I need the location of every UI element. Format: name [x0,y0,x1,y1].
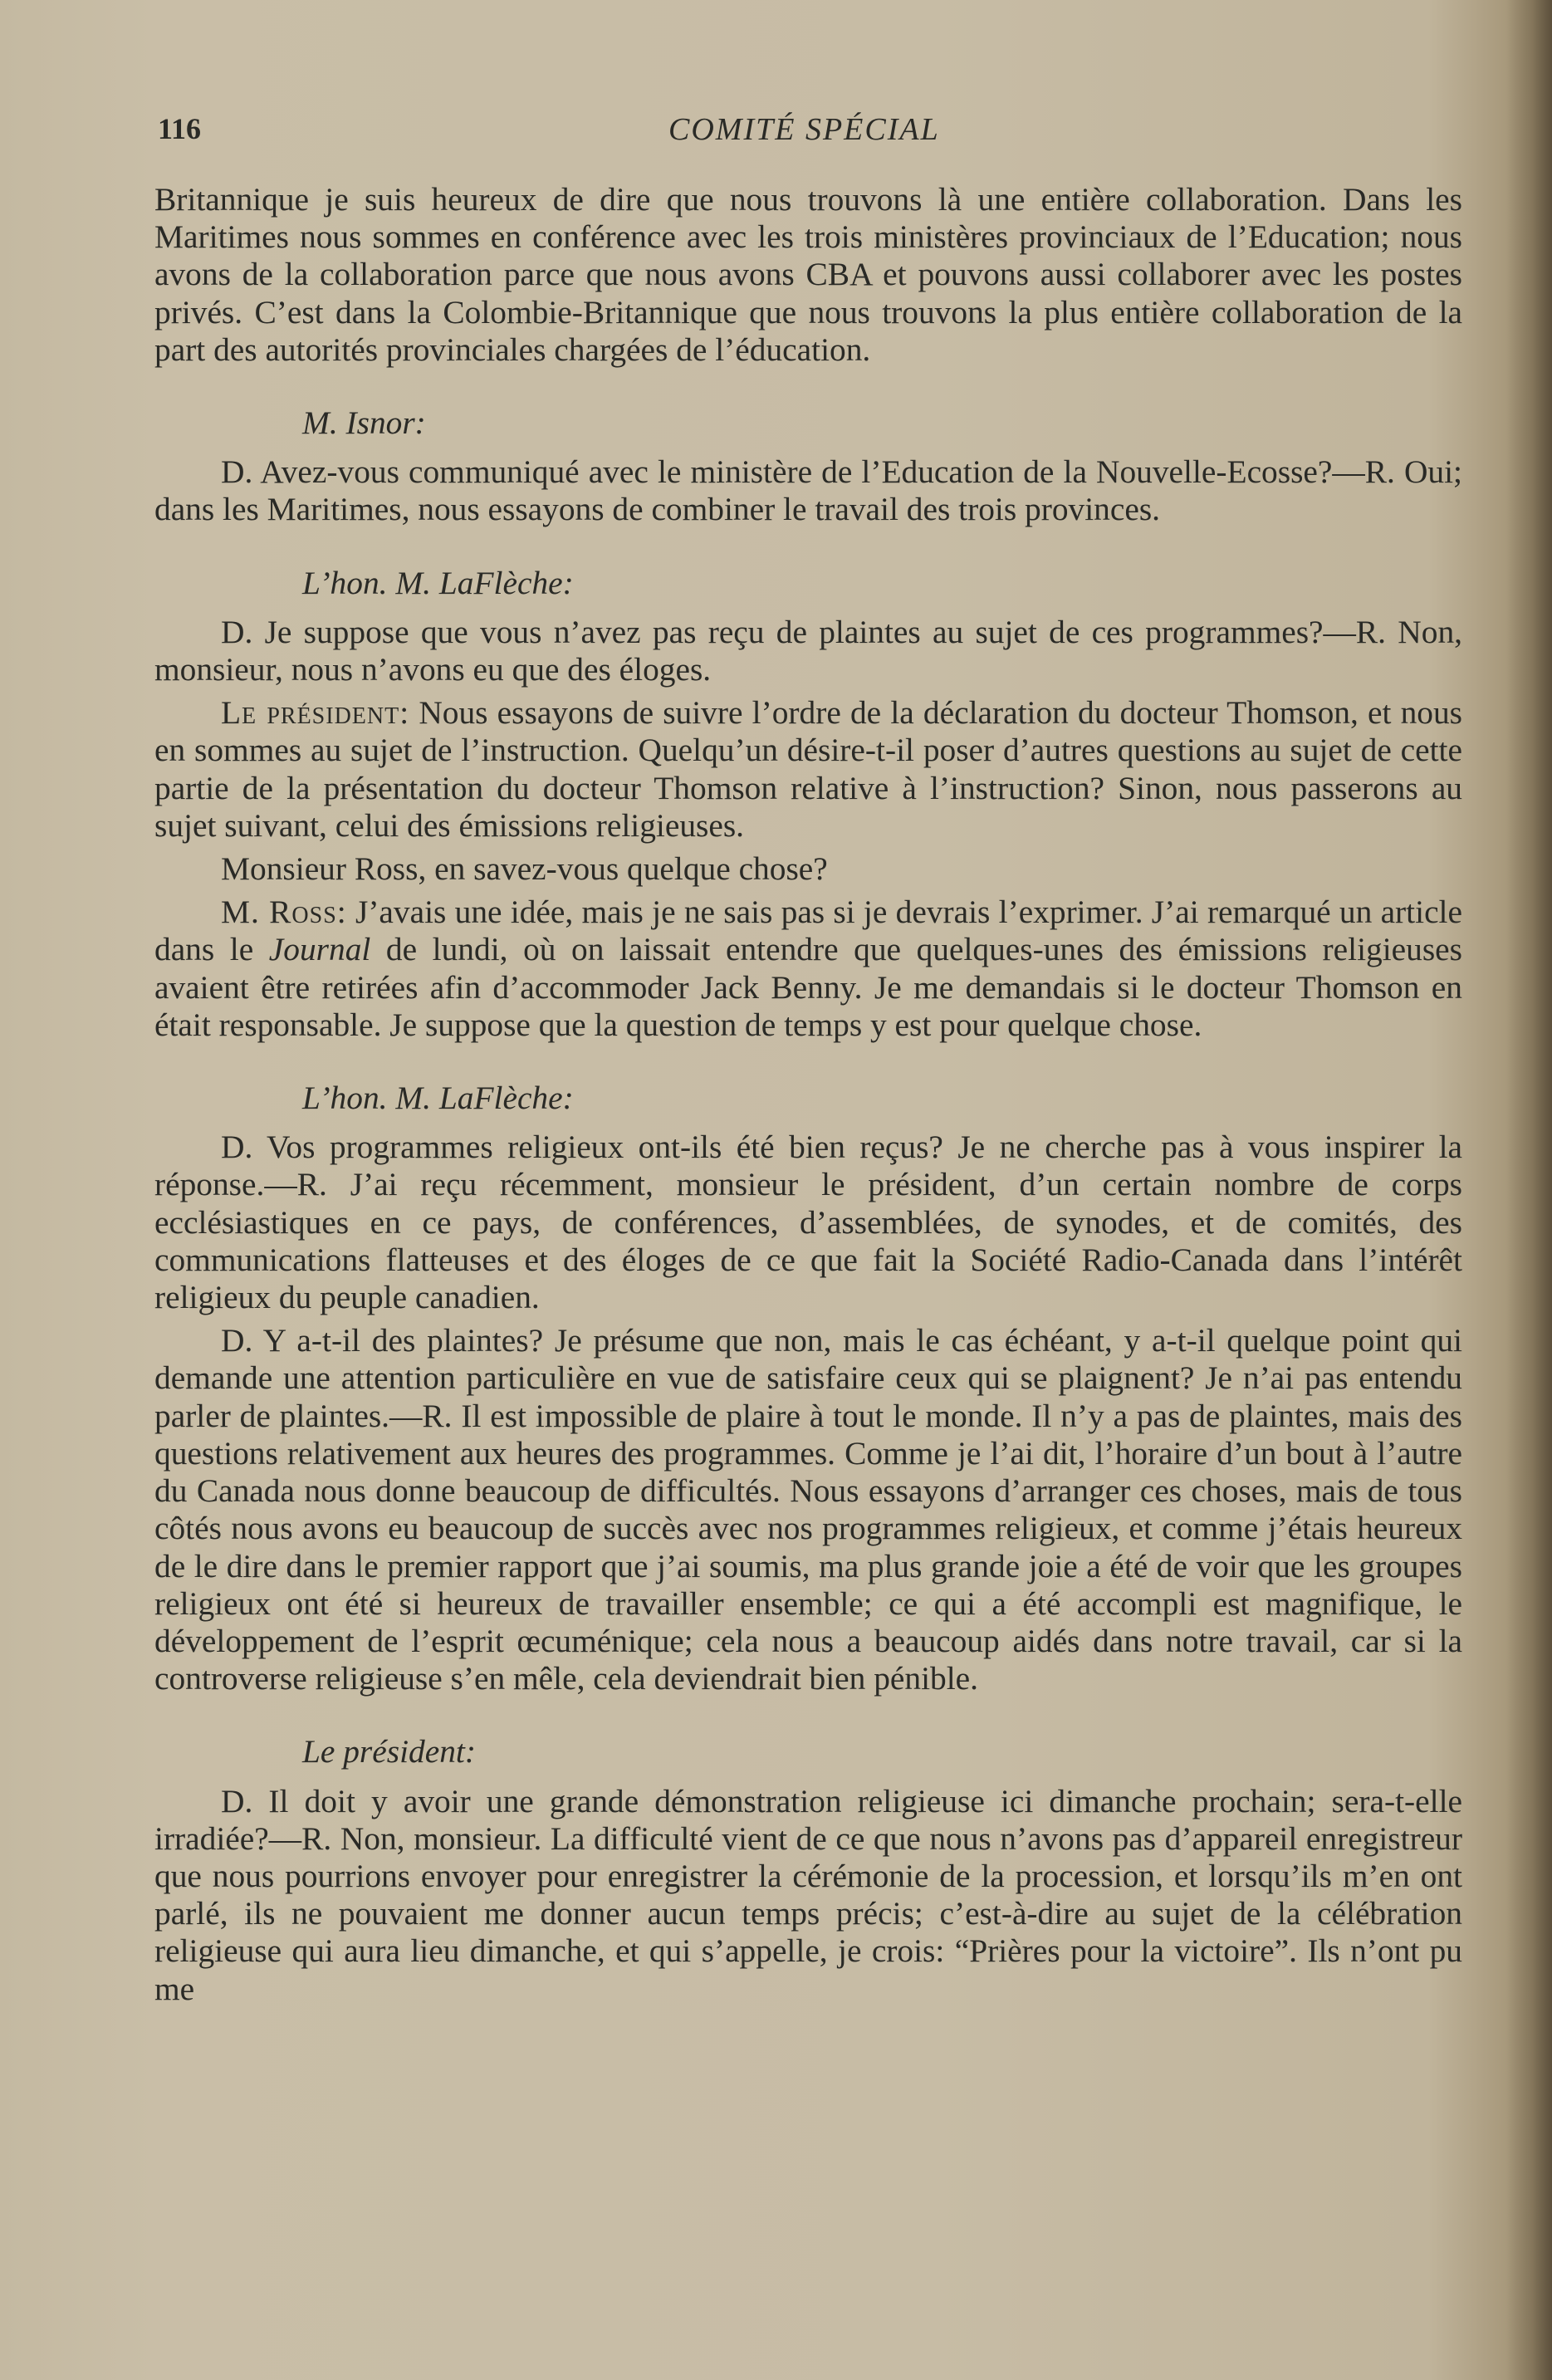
running-title: COMITÉ SPÉCIAL [668,112,940,147]
paragraph-3: D. Je suppose que vous n’avez pas reçu de plaintes au sujet de ces programmes?—R. Non, monsieur, nous n’avons eu que des éloges. [154,613,1462,688]
ross-label: M. Ross: [221,894,347,931]
speaker-lafleche-2: L’hon. M. LaFlèche: [302,1080,574,1117]
paragraph-4-text: Nous essayons de suivre l’ordre de la déclaration du docteur Thomson, et nous en sommes au sujet de l’instruction. Quelqu’un désire-t-il poser d’autres questions au sujet de cette partie de la présentation du docteur Thomson relative à l’instruction? Sinon, nous passerons au sujet suivant, celui des émissions religieuses. [154,694,1462,844]
binding-shadow [1506,0,1552,2380]
running-head [158,111,1461,153]
paragraph-8: D. Y a-t-il des plaintes? Je présume que non, mais le cas échéant, y a-t-il quelque point qui demande une attention particulière en vue de satisfaire ceux qui se plaignent? Je n’ai pas entendu parler de plaintes.—R. Il est impossible de plaire à tout le monde. Il n’y a pas de plaintes, mais des questions relativement aux heures des programmes. Comme je l’ai dit, l’horaire d’un bout à l’autre du Canada nous donne beaucoup de difficultés. Nous essayons d’arranger ces choses, mais de tous côtés nous avons eu beaucoup de succès avec nos programmes religieux, et comme j’étais heureux de le dire dans le premier rapport que j’ai soumis, ma plus grande joie a été de voir que les groupes religieux ont été si heureux de travailler ensemble; ce qui a été accompli est magnifique, le développement de l’esprit œcuménique; cela nous a beaucoup aidés dans notre travail, car si la controverse religieuse s’en mêle, cela deviendrait bien pénible. [154,1322,1462,1697]
paragraph-9: D. Il doit y avoir une grande démonstration religieuse ici dimanche prochain; sera-t-elle irradiée?—R. Non, monsieur. La difficulté vient de ce que nous n’avons pas d’appareil enregistreur que nous pourrions envoyer pour enregistrer la cérémonie de la procession, et lorsqu’ils m’en ont parlé, ils ne pouvaient me donner aucun temps précis; c’est-à-dire au sujet de la célébration religieuse qui aura lieu dimanche, et qui s’appelle, je crois: “Prières pour la victoire”. Ils n’ont pu me [154,1782,1462,2007]
speaker-lafleche-1: L’hon. M. LaFlèche: [302,564,574,601]
paragraph-6-text-b: de lundi, où on laissait entendre que quelques-unes des émissions religieuses avaient être retirées afin d’accommoder Jack Benny. Je me demandais si le docteur Thomson en était responsable. Je suppose que la question de temps y est pour quelque chose. [154,931,1462,1043]
paragraph-4 [154,694,1462,845]
body-text [154,181,1462,2014]
paragraph-6-text-a: J’avais une idée, mais je ne sais pas si je devrais l’exprimer. J’ai remarqué un article dans le [154,894,1462,968]
speaker-isnor: M. Isnor: [302,404,426,442]
paragraph-6 [154,894,1462,1044]
paragraph-7: D. Vos programmes religieux ont-ils été bien reçus? Je ne cherche pas à vous inspirer la réponse.—R. J’ai reçu récemment, monsieur le président, d’un certain nombre de corps ecclésiastiques en ce pays, de conférences, d’assemblées, de synodes, et de comités, des communications flatteuses et des éloges de ce que fait la Société Radio-Canada dans l’intérêt religieux du peuple canadien. [154,1129,1462,1316]
president-label: Le président: [221,694,410,732]
paragraph-1: Britannique je suis heureux de dire que nous trouvons là une entière collaboration. Dans les Maritimes nous sommes en conférence avec les trois ministères provinciaux de l’Education; nous avons de la collaboration parce que nous avons CBA et pouvons aussi collaborer avec les postes privés. C’est dans la Colombie-Britannique que nous trouvons la plus entière collaboration de la part des autorités provinciales chargées de l’éducation. [154,181,1462,368]
speaker-president: Le président: [302,1733,476,1770]
journal-title: Journal [268,931,371,968]
paragraph-5: Monsieur Ross, en savez-vous quelque chose? [221,850,828,888]
paragraph-2: D. Avez-vous communiqué avec le ministère de l’Education de la Nouvelle-Ecosse?—R. Oui; dans les Maritimes, nous essayons de combiner le travail des trois provinces. [154,453,1462,528]
page-number: 116 [158,112,202,145]
